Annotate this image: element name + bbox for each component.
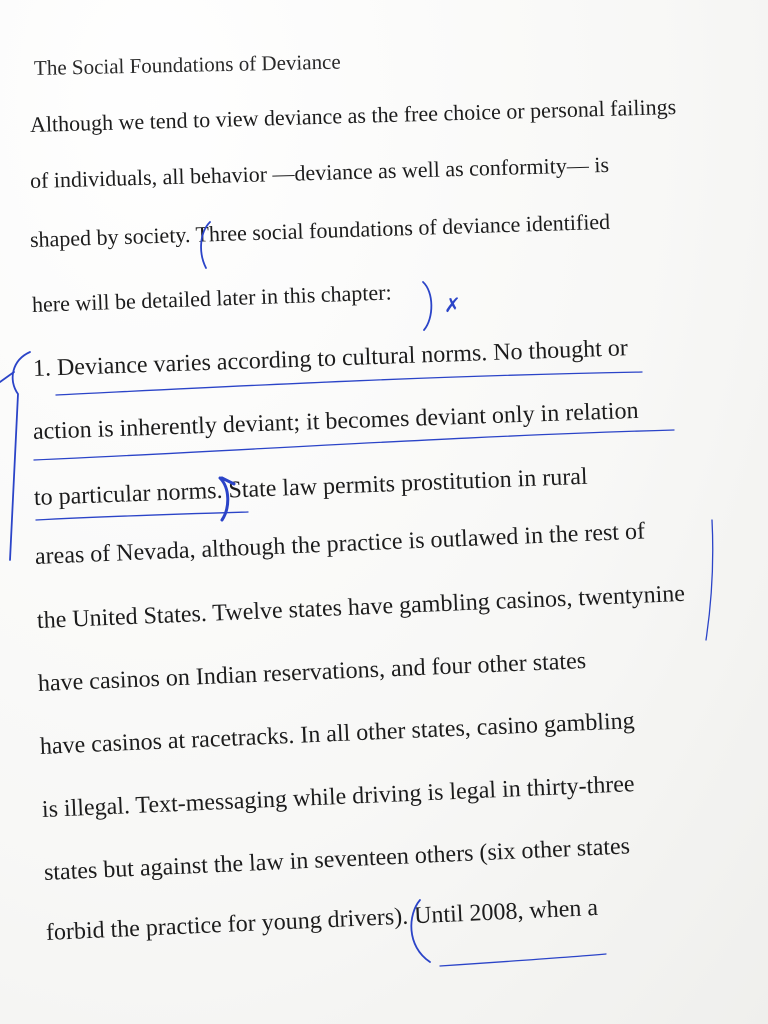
section-title: The Social Foundations of Deviance: [33, 49, 341, 80]
text-line-8: areas of Nevada, although the practice is outlawed in the rest of: [34, 518, 646, 570]
text-line-3: shaped by society. Three social foundations of deviance identified: [29, 208, 611, 252]
text-line-4: here will be detailed later in this chapter:: [31, 279, 393, 317]
text-line-6: action is inherently deviant; it becomes deviant only in relation: [32, 397, 639, 445]
text-line-5: 1. Deviance varies according to cultural norms. No thought or: [32, 335, 629, 382]
text-line-1: Although we tend to view deviance as the free choice or personal failings: [29, 93, 677, 137]
text-line-2: of individuals, all behavior —deviance as well as conformity— is: [29, 151, 610, 193]
text-line-12: is illegal. Text-messaging while driving is legal in thirty-three: [41, 771, 636, 823]
text-line-11: have casinos at racetracks. In all other states, casino gambling: [39, 708, 636, 760]
margin-x-mark: ✗: [444, 293, 461, 317]
text-line-10: have casinos on Indian reservations, and four other states: [37, 648, 587, 697]
text-line-9: the United States. Twelve states have gambling casinos, twentynine: [36, 580, 686, 634]
text-line-14: forbid the practice for young drivers). Until 2008, when a: [45, 894, 599, 946]
text-line-13: states but against the law in seventeen others (six other states: [43, 833, 631, 886]
text-line-7: to particular norms. State law permits prostitution in rural: [33, 463, 588, 511]
